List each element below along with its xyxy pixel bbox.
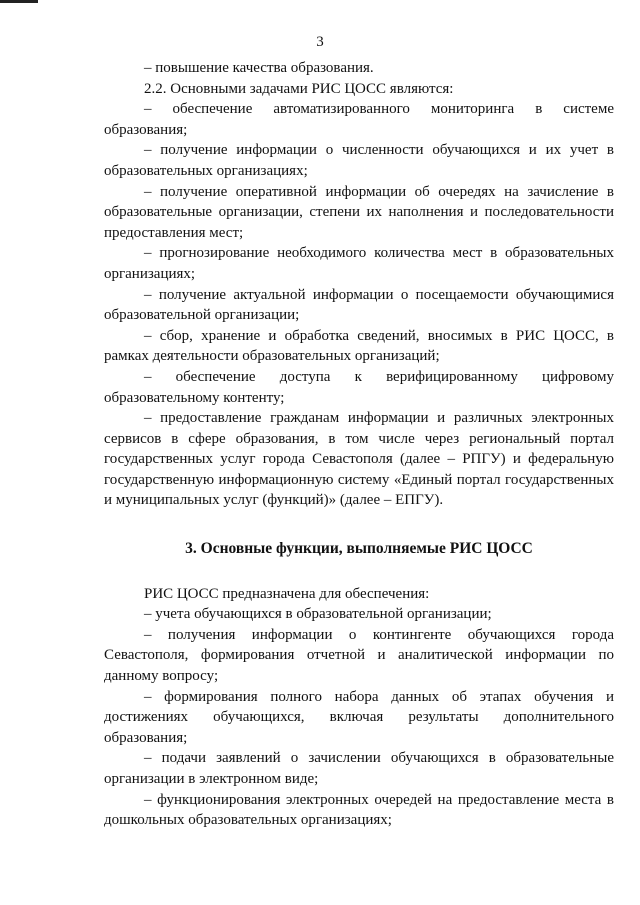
- paragraph: РИС ЦОСС предназначена для обеспечения:: [144, 585, 430, 602]
- scan-corner-mark: [0, 0, 38, 3]
- list-item: – получение информации о численности обучающихся и их учет в образовательных организациях;: [104, 142, 614, 179]
- section-3-functions: [104, 584, 614, 831]
- list-item: – функционирования электронных очередей на предоставление места в дошкольных образовательных организациях;: [104, 791, 614, 829]
- section-2-tasks: [104, 58, 614, 511]
- list-item: – сбор, хранение и обработка сведений, вносимых в РИС ЦОСС, в рамках деятельности образовательных организаций;: [104, 327, 614, 365]
- list-item: – формирования полного набора данных об этапах обучения и достижениях обучающихся, включая результаты дополнительного образования;: [104, 688, 614, 746]
- section-heading: 3. Основные функции, выполняемые РИС ЦОСС: [185, 540, 533, 558]
- list-item: – обеспечение доступа к верифицированному цифровому образовательному контенту;: [104, 368, 614, 406]
- list-item: – предоставление гражданам информации и различных электронных сервисов в сфере образования, в том числе через региональный портал государственных услуг города Севастополя (далее – РПГУ) и федеральную государственную информационную систему «Единый портал государственных и муниципальных услуг (функций)» (далее – ЕПГУ).: [104, 410, 614, 509]
- list-item: – прогнозирование необходимого количества мест в образовательных организациях;: [104, 245, 614, 282]
- list-item: – получение оперативной информации об очередях на зачисление в образовательные организации, степени их наполнения и последовательности предоставления мест;: [104, 183, 614, 241]
- paragraph: 2.2. Основными задачами РИС ЦОСС являются:: [144, 80, 454, 97]
- list-item: – обеспечение автоматизированного мониторинга в системе образования;: [104, 101, 614, 138]
- paragraph: – повышение качества образования.: [144, 60, 374, 76]
- list-item: – получение актуальной информации о посещаемости обучающимися образовательной организации;: [104, 286, 614, 324]
- list-item: – подачи заявлений о зачислении обучающихся в образовательные организации в электронном виде;: [104, 750, 614, 787]
- page-number: 3: [316, 34, 324, 50]
- document-body: [104, 58, 614, 831]
- list-item: – учета обучающихся в образовательной организации;: [144, 606, 492, 623]
- list-item: – получения информации о контингенте обучающихся города Севастополя, формирования отчетной и аналитической информации по данному вопросу;: [104, 626, 614, 685]
